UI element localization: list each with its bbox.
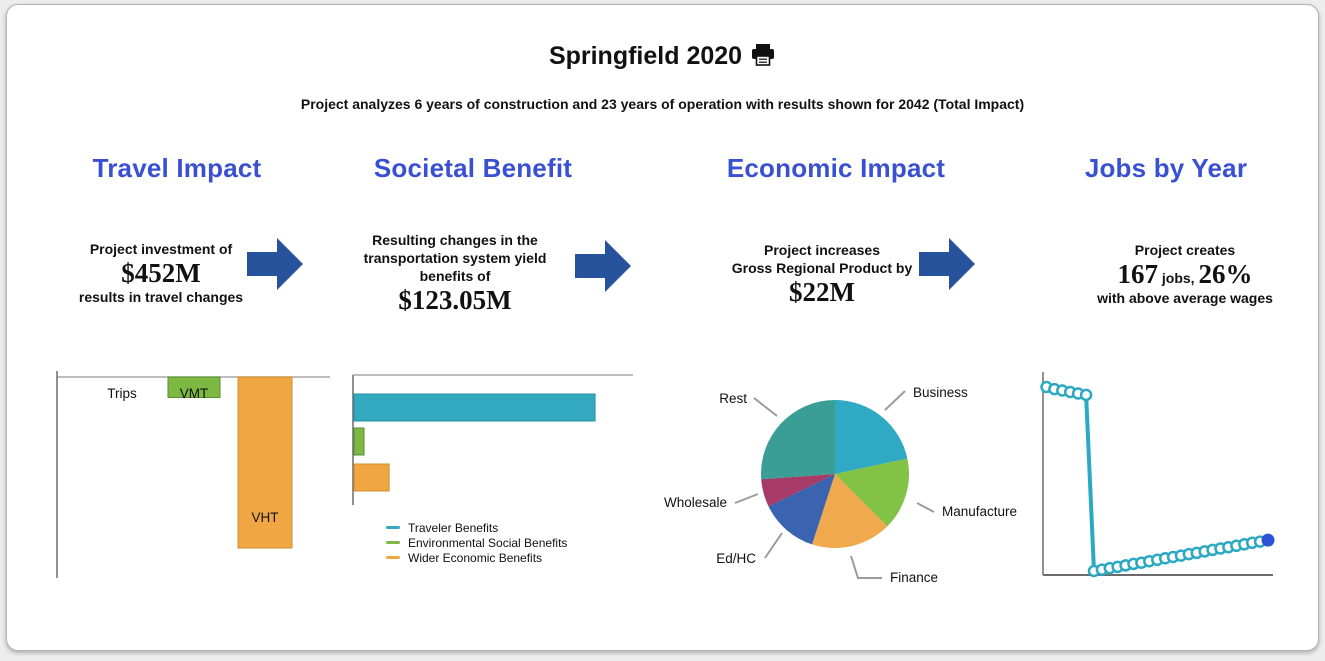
pie-leader-line	[917, 503, 934, 512]
hbar-traveler-benefits	[354, 394, 595, 421]
bar-label-vmt: VMT	[179, 386, 209, 401]
jobs-summary-line1: Project creates	[1134, 242, 1236, 258]
societal-summary-line3: benefits of	[419, 268, 491, 284]
legend-label: Environmental Social Benefits	[408, 535, 568, 550]
legend-label: Traveler Benefits	[408, 520, 499, 535]
hbar-environmental-social-benefits	[354, 428, 364, 455]
flow-arrow-icon-1	[247, 238, 303, 290]
pie-label-finance: Finance	[890, 570, 939, 585]
flow-arrow-icon-2	[575, 240, 631, 292]
jobs-count-line	[1075, 259, 1295, 289]
pie-leader-line	[885, 391, 905, 410]
jobs-year-point	[1081, 390, 1091, 400]
travel-summary-line1: Project investment of	[89, 241, 233, 257]
page-title: Springfield 2020	[548, 42, 743, 70]
jobs-count: 167	[1117, 259, 1159, 289]
societal-summary-line2: transportation system yield	[363, 250, 547, 266]
jobs-summary	[1075, 241, 1295, 307]
jobs-summary-line2: with above average wages	[1097, 290, 1273, 306]
legend-label: Wider Economic Benefits	[408, 550, 543, 565]
hbar-wider-economic-benefits	[354, 464, 389, 491]
traveler-benefits-dash-icon	[386, 526, 400, 530]
travel-summary-line2: results in travel changes	[78, 289, 244, 305]
page-subtitle: Project analyzes 6 years of construction and 23 years of operation with results shown for 2042 (Total Impact)	[300, 96, 1025, 112]
jobs-wage-percent: 26%	[1198, 259, 1253, 289]
societal-benefit-chart	[345, 362, 645, 512]
jobs-by-year-chart	[1035, 360, 1325, 585]
investment-amount: $452M	[121, 258, 201, 288]
travel-impact-summary	[55, 240, 267, 306]
column-heading-jobs-by-year: Jobs by Year	[1084, 153, 1248, 183]
travel-impact-chart	[40, 360, 340, 585]
column-heading-economic-impact: Economic Impact	[726, 153, 946, 183]
economic-summary-line1: Project increases	[764, 242, 880, 258]
pie-label-business: Business	[913, 385, 968, 400]
pie-label-manufacture: Manufacture	[942, 504, 1018, 519]
legend-item	[386, 535, 567, 550]
pie-leader-line	[735, 494, 758, 503]
jobs-final-year-point	[1262, 534, 1275, 547]
printer-icon[interactable]	[750, 43, 776, 67]
economic-impact-summary	[702, 241, 942, 307]
page-title-row	[0, 42, 1325, 71]
column-heading-travel-impact: Travel Impact	[92, 153, 262, 183]
pie-label-wholesale: Wholesale	[663, 495, 727, 510]
economic-summary-line2: Gross Regional Product by	[731, 260, 913, 276]
column-heading-societal-benefit: Societal Benefit	[373, 153, 573, 183]
pie-leader-line	[754, 398, 777, 416]
bar-label-trips: Trips	[107, 386, 137, 401]
pie-label-ed-hc: Ed/HC	[716, 551, 756, 566]
legend-item	[386, 550, 567, 565]
pie-leader-line	[851, 556, 882, 578]
bar-label-vht: VHT	[251, 510, 279, 525]
jobs-label: jobs,	[1158, 270, 1199, 286]
grp-amount: $22M	[789, 277, 855, 307]
pie-label-rest: Rest	[719, 391, 747, 406]
societal-summary-line1: Resulting changes in the	[372, 232, 538, 248]
flow-arrow-icon-3	[919, 238, 975, 290]
pie-leader-line	[765, 533, 782, 558]
wider-economic-benefits-dash-icon	[386, 556, 400, 560]
environmental-benefits-dash-icon	[386, 541, 400, 545]
legend-item	[386, 520, 567, 535]
benefits-amount: $123.05M	[398, 285, 512, 315]
societal-benefit-summary	[347, 231, 563, 315]
economic-impact-pie-chart	[650, 360, 1050, 610]
benefits-legend	[386, 520, 567, 565]
